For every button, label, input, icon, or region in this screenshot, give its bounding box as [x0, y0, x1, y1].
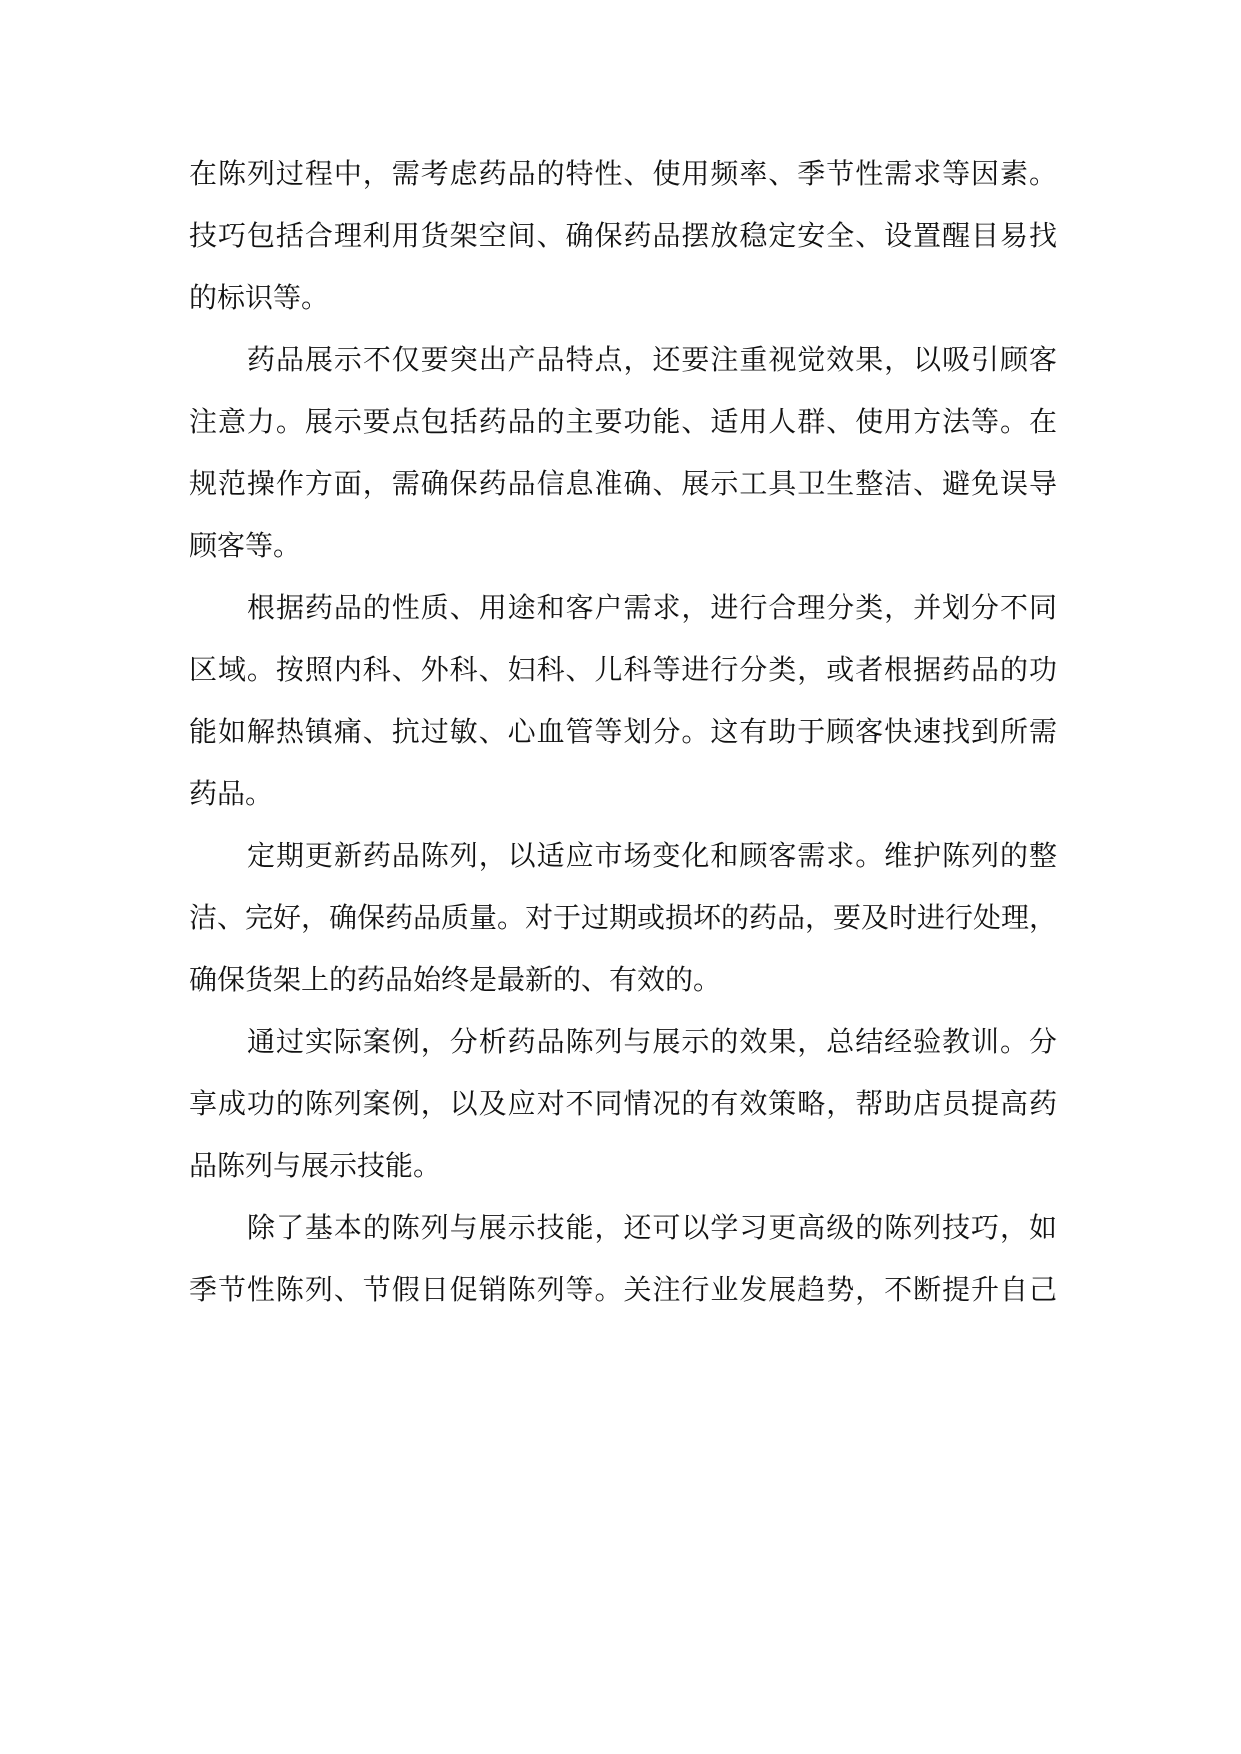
- paragraph-1: [189, 143, 1057, 329]
- text-line: 规范操作方面，需确保药品信息准确、展示工具卫生整洁、避免误导: [189, 467, 1057, 500]
- text-line: 的标识等。: [189, 281, 330, 314]
- text-line: 通过实际案例，分析药品陈列与展示的效果，总结经验教训。分: [247, 1025, 1057, 1058]
- text-line: 除了基本的陈列与展示技能，还可以学习更高级的陈列技巧，如: [247, 1211, 1057, 1244]
- text-line: 季节性陈列、节假日促销陈列等。关注行业发展趋势，不断提升自己: [189, 1273, 1057, 1306]
- text-line: 技巧包括合理利用货架空间、确保药品摆放稳定安全、设置醒目易找: [189, 219, 1057, 252]
- text-line: 享成功的陈列案例，以及应对不同情况的有效策略，帮助店员提高药: [189, 1087, 1057, 1120]
- text-line: 药品。: [189, 777, 274, 810]
- text-line: 注意力。展示要点包括药品的主要功能、适用人群、使用方法等。在: [189, 405, 1057, 438]
- text-line: 顾客等。: [189, 529, 302, 562]
- text-line: 定期更新药品陈列，以适应市场变化和顾客需求。维护陈列的整: [247, 839, 1057, 872]
- text-line: 在陈列过程中，需考虑药品的特性、使用频率、季节性需求等因素。: [189, 157, 1057, 190]
- paragraph-3: [189, 577, 1057, 825]
- paragraph-6: [189, 1197, 1057, 1321]
- paragraph-2: [189, 329, 1057, 577]
- text-line: 确保货架上的药品始终是最新的、有效的。: [189, 963, 722, 996]
- paragraph-5: [189, 1011, 1057, 1197]
- text-line: 根据药品的性质、用途和客户需求，进行合理分类，并划分不同: [247, 591, 1057, 624]
- paragraph-4: [189, 825, 1057, 1011]
- document-body: [189, 143, 1057, 1321]
- text-line: 品陈列与展示技能。: [189, 1149, 442, 1182]
- text-line: 区域。按照内科、外科、妇科、儿科等进行分类，或者根据药品的功: [189, 653, 1057, 686]
- text-line: 药品展示不仅要突出产品特点，还要注重视觉效果，以吸引顾客: [247, 343, 1057, 376]
- text-line: 洁、完好，确保药品质量。对于过期或损坏的药品，要及时进行处理，: [189, 901, 1058, 934]
- text-line: 能如解热镇痛、抗过敏、心血管等划分。这有助于顾客快速找到所需: [189, 715, 1057, 748]
